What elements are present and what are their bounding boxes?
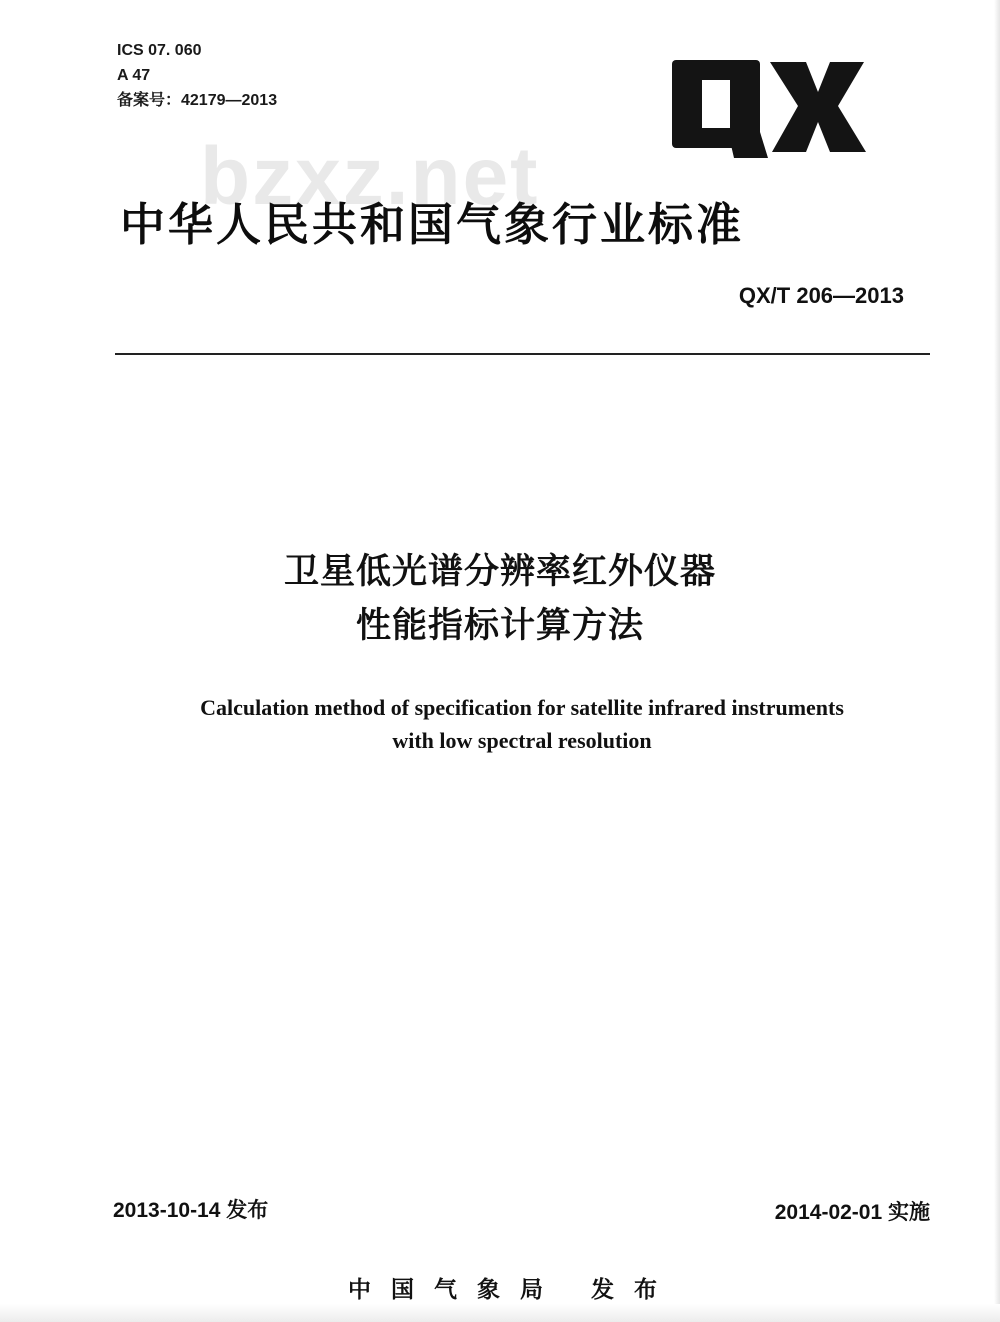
implementation-date: 2014-02-01 实施 — [774, 1201, 930, 1224]
chinese-title — [0, 545, 1000, 653]
chinese-title-line-2: 性能指标计算方法 — [355, 606, 644, 646]
page-bottom-shadow — [0, 1304, 1000, 1322]
english-title — [0, 691, 1000, 757]
record-number: 备案号：42179—2013 — [117, 92, 278, 109]
watermark: bzxz.net — [200, 131, 540, 222]
standard-code: QX/T 206—2013 — [738, 283, 904, 308]
x-letter — [770, 62, 866, 152]
class-code: A 47 — [117, 67, 151, 84]
english-title-line-2: with low spectral resolution — [392, 728, 652, 753]
classification-block — [117, 38, 277, 113]
english-title-line-1: Calculation method of specification for satellite infrared instruments — [200, 695, 844, 720]
page-edge-shadow — [994, 0, 1000, 1322]
publisher: 中国气象局 发布 — [348, 1277, 678, 1303]
qx-logo — [668, 40, 868, 170]
chinese-title-line-1: 卫星低光谱分辨率红外仪器 — [283, 552, 716, 592]
issue-date: 2013-10-14 发布 — [113, 1199, 269, 1222]
header-divider — [115, 353, 930, 355]
standard-type-heading: 中华人民共和国气象行业标准 — [120, 198, 745, 251]
ics-code: ICS 07. 060 — [117, 42, 202, 59]
